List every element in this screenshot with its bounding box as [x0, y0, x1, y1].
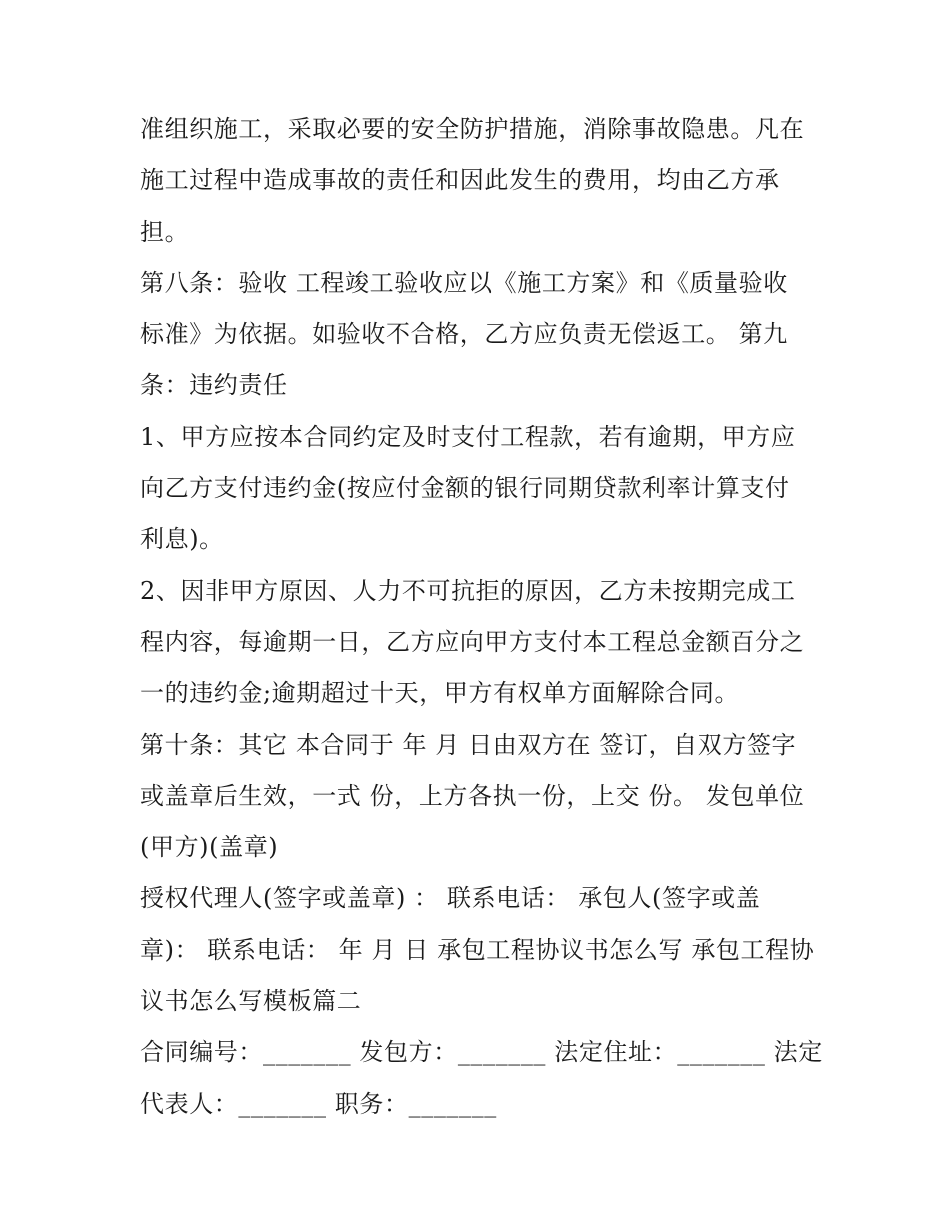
signature-line: 授权代理人(签字或盖章) ： 联系电话： 承包人(签字或盖: [140, 884, 761, 913]
text-line: 施工过程中造成事故的责任和因此发生的费用，均由乙方承: [140, 166, 780, 195]
text-line: 标准》为依据。如验收不合格，乙方应负责无偿返工。 第九: [140, 320, 788, 349]
clause-1-line: 1、甲方应按本合同约定及时支付工程款，若有逾期，甲方应: [140, 422, 796, 451]
article-8-heading-line: 第八条：验收 工程竣工验收应以《施工方案》和《质量验收: [140, 268, 788, 297]
text-line: 程内容，每逾期一日，乙方应向甲方支付本工程总金额百分之: [140, 627, 805, 656]
contract-fields-line: 合同编号：_______ 发包方：_______ 法定住址：_______ 法定: [140, 1038, 823, 1067]
article-10-heading-line: 第十条：其它 本合同于 年 月 日由双方在 签订，自双方签字: [140, 730, 797, 759]
article-9-heading-line: 条：违约责任: [140, 371, 288, 400]
text-line: 准组织施工，采取必要的安全防护措施，消除事故隐患。凡在: [140, 115, 805, 143]
text-line: 向乙方支付违约金(按应付金额的银行同期贷款利率计算支付: [140, 474, 790, 503]
text-line: 担。: [140, 217, 190, 246]
text-line: 利息)。: [140, 525, 224, 554]
section-title-line: 议书怎么写模板篇二: [140, 987, 362, 1016]
text-line: 一的违约金;逾期超过十天，甲方有权单方面解除合同。: [140, 679, 740, 708]
contract-fields-line: 代表人：_______ 职务：_______: [140, 1089, 497, 1118]
clause-2-line: 2、因非甲方原因、人力不可抗拒的原因，乙方未按期完成工: [140, 576, 796, 605]
signature-line: 章)： 联系电话： 年 月 日 承包工程协议书怎么写 承包工程协: [140, 935, 815, 964]
contract-body-text: [140, 104, 823, 1130]
text-line: 或盖章后生效，一式 份，上方各执一份，上交 份。 发包单位: [140, 781, 805, 810]
text-line: (甲方)(盖章): [140, 833, 279, 862]
